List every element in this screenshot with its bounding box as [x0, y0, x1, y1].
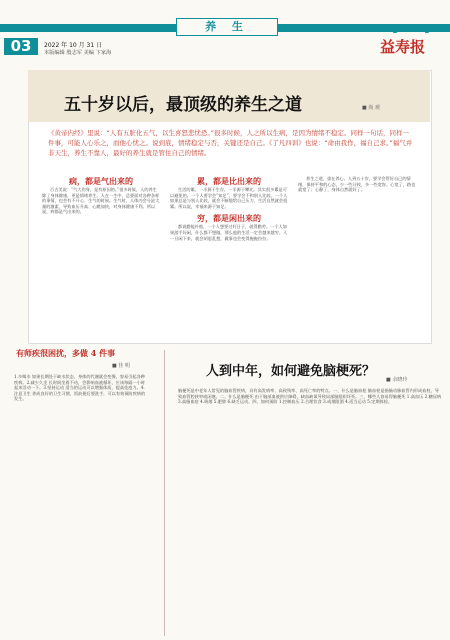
section-text: 都说勤能补拙，一个人想要过好日子，就得勤劳。一个人如果游手好闲，什么都不想做，那么他的生活一定会越来越穷。人一旦闲下来，就会胡思乱想，做事也会变得拖拖拉拉。 [170, 224, 288, 241]
column-divider [164, 350, 165, 636]
brand-cn: 益寿报 [380, 38, 426, 56]
lead-column-3 [298, 176, 416, 326]
lead-author: ■ 尚 观 [362, 105, 380, 111]
section-title: 病，都是气出来的 [69, 176, 133, 186]
section-text: 百古美说：“气大伤身，是有原因的。”很多时候，人的养生除了身体健康，更是情绪养生。人在一生中，总要面对各种各样的事情，也会有不开心、生气的时候。生气时，人体内会分泌大量的激素，导致血压升高、心跳加快，对身体健康不利。所以说，病都是气出来的。 [42, 187, 160, 215]
section-title: 累，都是比出来的 [197, 176, 261, 186]
right-article-body: 脑梗死是中老年人常见的脑血管疾病，具有高发病率、高致残率、高死亡率的特点。一、什么是脑血栓 脑血栓是指脑动脉血管内形成血栓，导致血管腔狭窄或闭塞。二、什么是脑梗死 由于脑部血液供应障碍，缺血缺氧导致局部脑组织坏死。三、哪些人容易得脑梗死 1.高血压 2.糖尿病 3.高脂血症 4.吸烟 5.肥胖 6.缺乏运动。四、如何预防 1.控制血压 2.合理饮食 3.戒烟限酒 4.适当运动 5.定期体检。 [178, 388, 442, 405]
lead-intro: 《黄帝内经》里说：“人有五脏化五气，以生喜怒悲忧恐。”很多时候，人之所以生病，是因为情绪不稳定。同样一句话，同样一件事，可能人心乐之，而他心忧之。说到底，情绪稳定与否，关键还是自己。《了凡四训》也说：“命由我作，福自己求。”福气并非天生，养生不靠人，最好的养生就是管住自己的情绪。 [48, 129, 413, 157]
right-article-title: 人到中年，如何避免脑梗死？ [206, 364, 376, 379]
editor-credit: 本版编辑 殷志军 美编 卞家海 [44, 50, 112, 56]
left-article-title: 有师疾很困扰，多做 4 件事 [16, 348, 116, 358]
section-text: 养生之道，重在养心。人到五十岁，要学会管好自己的情绪，保持平和的心态，少一些计较，多一些宽容。心宽了，路也就宽了；心静了，身体自然就好了。 [298, 176, 416, 193]
section-title: 穷，都是闲出来的 [197, 213, 261, 224]
lead-column-1 [42, 176, 160, 326]
left-article-author: ■ 佳 明 [112, 363, 130, 369]
section-text: 生活的累，一半源于生存，一半源于攀比。其实很多累是可以避免的。一个人要学会“知足”，要学会不和别人比较。一个人如果总是与别人比较，就会不断地给自己压力，生活自然就会很累。所以说，幸福来源于知足。 [170, 187, 288, 209]
page-number: 03 [4, 38, 38, 55]
right-article-author: ■ 余晓玲 [386, 377, 408, 383]
section-title: 养 生 [176, 18, 278, 36]
brand-en: YangSheng [374, 24, 431, 34]
lead-column-2 [170, 176, 288, 326]
date: 2022 年 10 月 31 日 [44, 42, 103, 49]
left-article-body: 1.多喝水 如果长期处于缺水状态，身体的代谢就会变慢，容易引起各种疾病。2.减少久坐 长时间坐着不动，会影响血液循环，应该每隔一小时起来活动一下。3.坚持运动 适当的运动可以增强体质，提高免疫力。4.注意卫生 养成良好的卫生习惯，饭前便后要洗手，可以有效预防疾病的发生。 [14, 374, 146, 402]
lead-title: 五十岁以后，最顶级的养生之道 [64, 95, 302, 115]
